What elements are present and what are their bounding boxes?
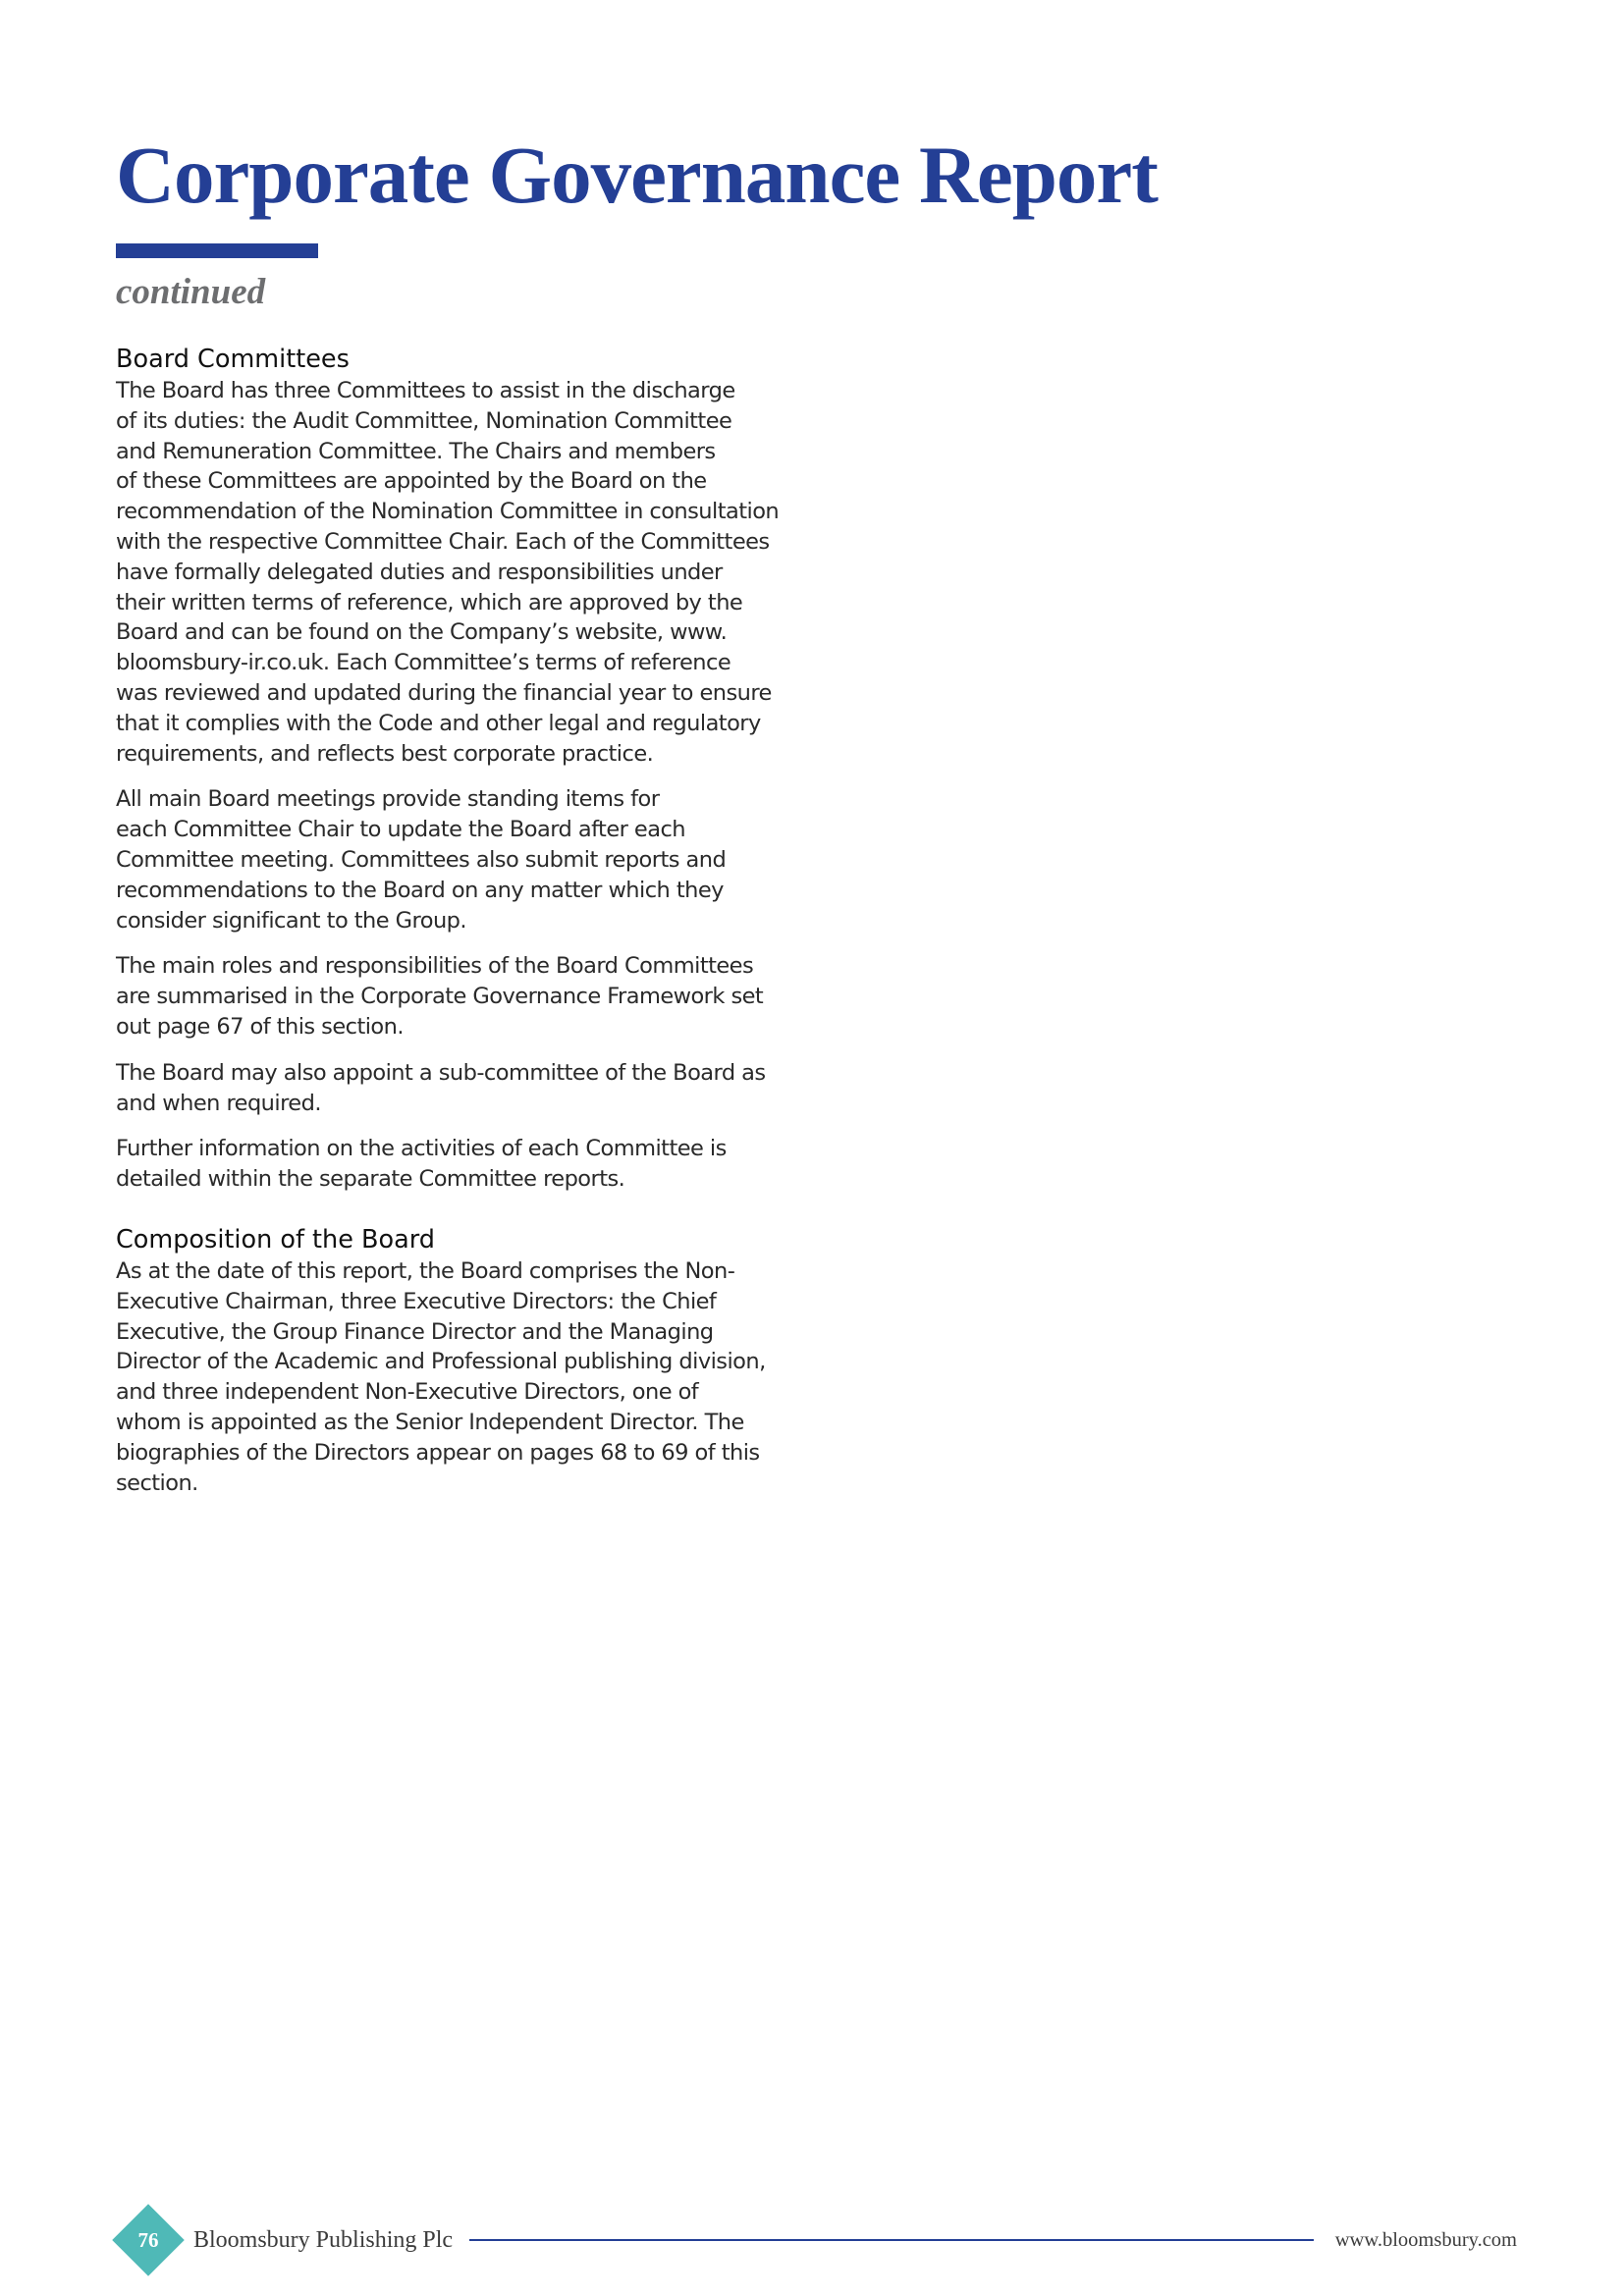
title-underline-rule xyxy=(116,243,318,258)
footer-company-name: Bloomsbury Publishing Plc xyxy=(193,2227,454,2253)
footer-divider xyxy=(469,2239,1314,2241)
paragraph: Further information on the activities of each Committee is detailed within the separate Committee reports. xyxy=(116,1136,727,1193)
section-board-committees xyxy=(116,344,803,1195)
body-column xyxy=(116,344,803,1514)
paragraph: The main roles and responsibilities of the Board Committees are summarised in the Corporate Governance Framework set out page 67 of this section. xyxy=(116,953,764,1040)
section-heading: Composition of the Board xyxy=(116,1224,435,1255)
page-number: 76 xyxy=(137,2228,159,2252)
paragraph: As at the date of this report, the Board comprises the Non- Executive Chairman, three Executive Directors: the Chief Executive, the Group Finance Director and the Managing Director of the Academic and Professional publishing division, and three independent Non-Executive Directors, one of whom is appointed as the Senior Independent Director. The biographies of the Directors appear on pages 68 to 69 of this section. xyxy=(116,1257,766,1496)
page-title: Corporate Governance Report xyxy=(116,130,1158,220)
section-heading: Board Committees xyxy=(116,345,350,374)
paragraph: All main Board meetings provide standing items for each Committee Chair to update the Board after each Committee meeting. Committees also submit reports and recommendations to the Board on any matter which they consider significant to the Group. xyxy=(116,786,727,934)
paragraph: The Board has three Committees to assist in the discharge of its duties: the Audit Committee, Nomination Committee and Remuneration Committee. The Chairs and members of these Committees are appointed by the Board on the recommendation of the Nomination Committee in consultation with the respective Committee Chair. Each of the Committees have formally delegated duties and responsibilities under their written terms of reference, which are approved by the Board and can be found on the Company’s website, www. bloomsbury-ir.co.uk. Each Committee’s terms of reference was reviewed and updated during the financial year to ensure that it complies with the Code and other legal and regulatory requirements, and reflects best corporate practice. xyxy=(116,378,780,767)
paragraph: The Board may also appoint a sub-committee of the Board as and when required. xyxy=(116,1059,766,1116)
section-composition-of-the-board xyxy=(116,1224,803,1498)
page-subtitle: continued xyxy=(116,272,266,312)
footer-website-link[interactable]: www.bloomsbury.com xyxy=(1334,2229,1517,2251)
